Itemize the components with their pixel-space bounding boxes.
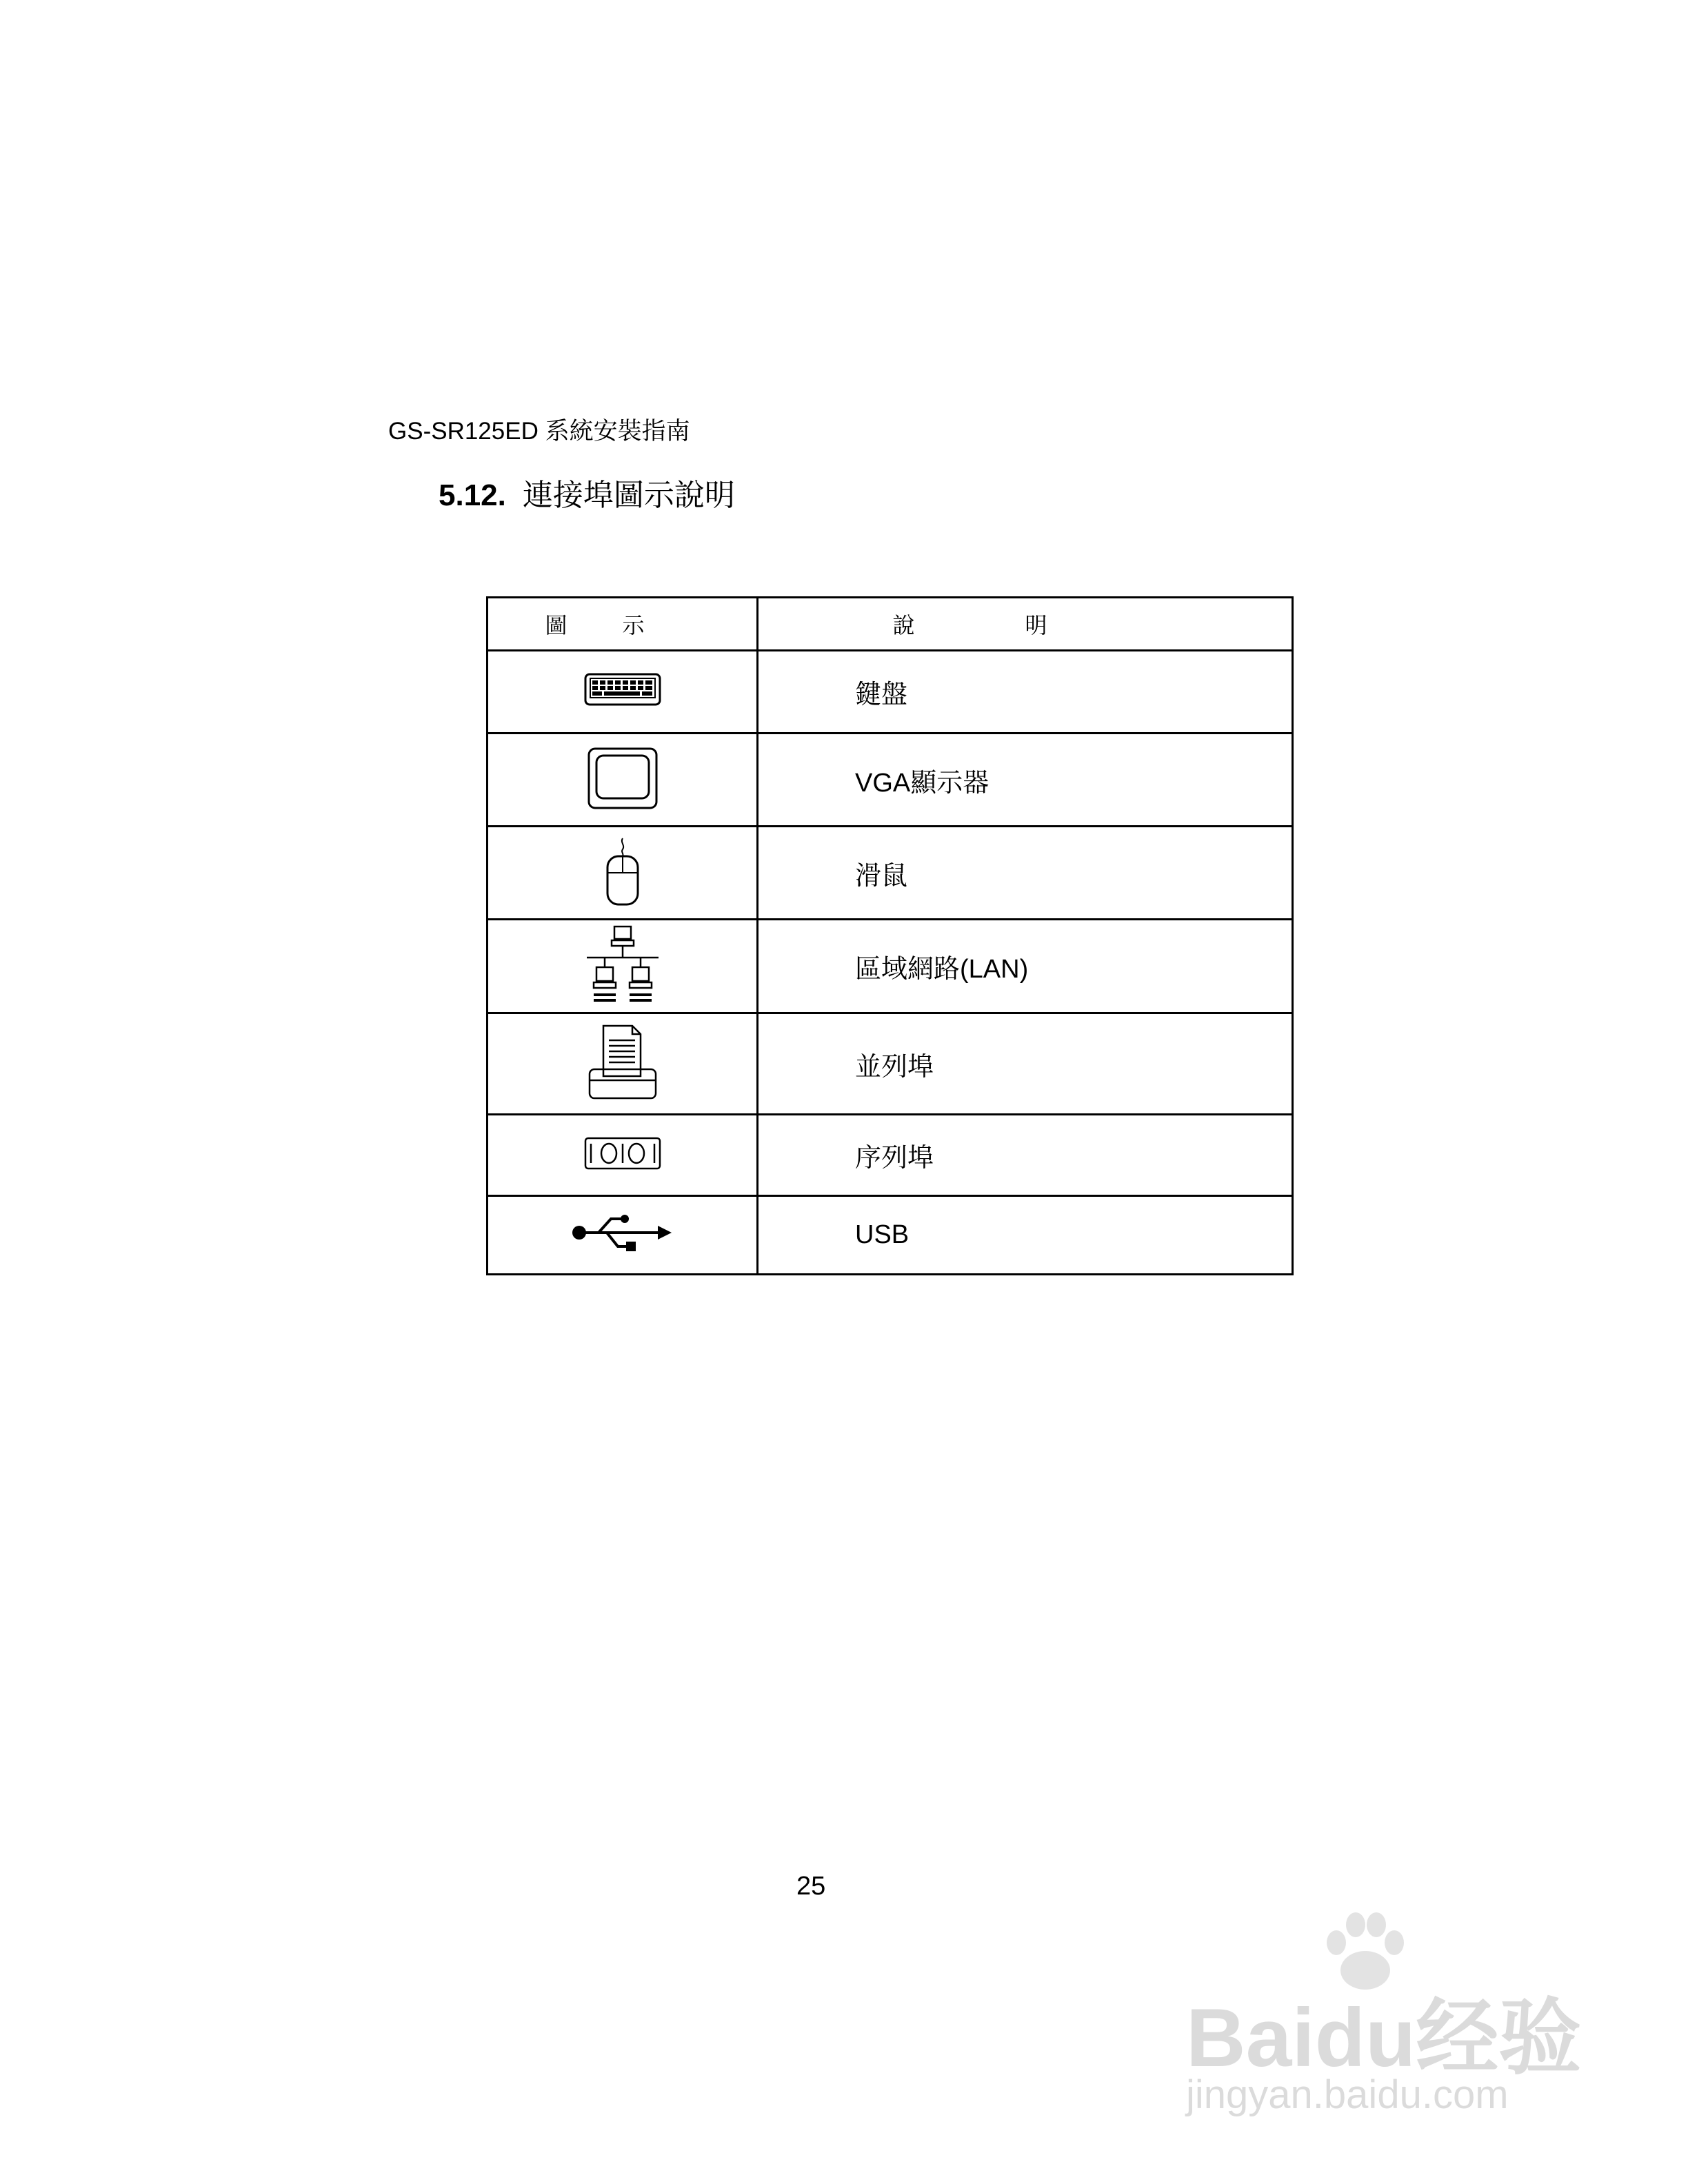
table-row: [488, 734, 1293, 827]
table-row: [488, 651, 1293, 734]
table-row: [488, 827, 1293, 920]
column-header-description: 說明: [758, 598, 1293, 651]
table-header-row: [488, 598, 1293, 651]
column-header-icon: 圖示: [488, 598, 758, 651]
table-row: [488, 1115, 1293, 1196]
mouse-icon: [602, 837, 643, 906]
port-icon-table: [486, 596, 1294, 1275]
usb-icon: [571, 1212, 674, 1255]
document-header: GS-SR125ED 系統安裝指南: [388, 418, 690, 445]
mouse-label: 滑鼠: [855, 861, 908, 891]
section-heading: [439, 470, 735, 514]
watermark-brand: Baidu经验: [1186, 1992, 1582, 2084]
vga-monitor-label: VGA顯示器: [855, 768, 989, 798]
monitor-icon: [587, 747, 659, 810]
section-title-text: 連接埠圖示說明: [522, 478, 735, 513]
section-number: 5.12.: [439, 478, 506, 512]
serial-port-icon: [584, 1137, 661, 1170]
keyboard-label: 鍵盤: [855, 680, 908, 709]
keyboard-icon: [584, 673, 661, 707]
printer-icon: [587, 1024, 659, 1101]
lan-label: 區域網路(LAN): [855, 955, 1029, 984]
table-row: [488, 920, 1293, 1013]
network-icon: [584, 924, 661, 1004]
page-number: 25: [796, 1872, 826, 1901]
baidu-watermark: [1186, 1910, 1582, 2137]
table-row: [488, 1013, 1293, 1115]
usb-label: USB: [855, 1220, 910, 1249]
watermark-url: jingyan.baidu.com: [1186, 2072, 1509, 2117]
serial-port-label: 序列埠: [855, 1144, 934, 1173]
parallel-port-label: 並列埠: [855, 1052, 934, 1082]
table-row: [488, 1196, 1293, 1275]
